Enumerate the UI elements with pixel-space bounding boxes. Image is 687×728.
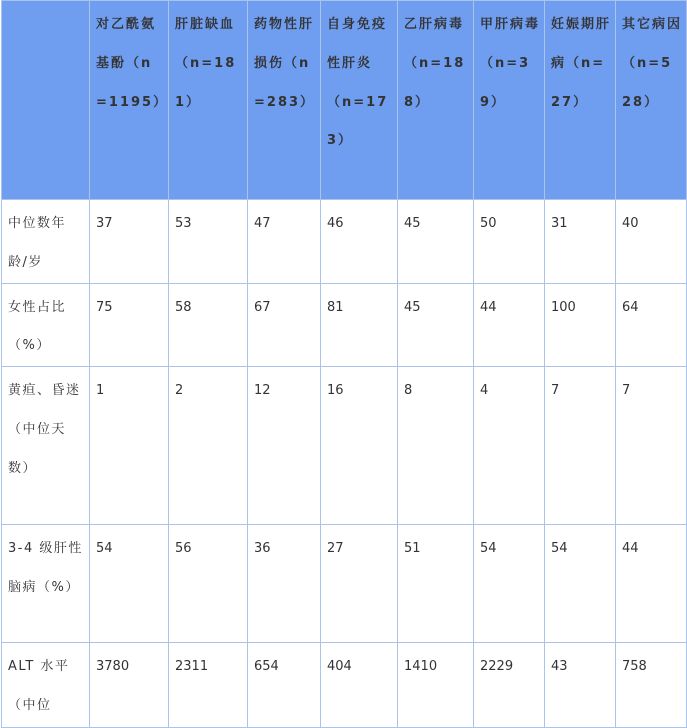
table-cell: 3780 — [90, 643, 169, 728]
table-cell: 758 — [616, 643, 687, 728]
row-label-hepatic-encephalopathy: 3-4 级肝性脑病（%） — [2, 525, 90, 643]
table-cell: 54 — [545, 525, 616, 643]
table-row-hepatic-encephalopathy — [2, 525, 687, 643]
table-cell: 1410 — [398, 643, 474, 728]
row-label-alt-level: ALT 水平（中位 — [2, 643, 90, 728]
header-other-causes: 其它病因（n=528） — [616, 1, 687, 200]
table-cell: 45 — [398, 283, 474, 367]
table-cell: 45 — [398, 200, 474, 284]
table-row-female-ratio — [2, 283, 687, 367]
table-cell: 75 — [90, 283, 169, 367]
header-row — [2, 1, 687, 200]
header-pregnancy-liver-disease: 妊娠期肝病（n=27） — [545, 1, 616, 200]
table-row-jaundice-coma — [2, 367, 687, 525]
table-cell: 404 — [321, 643, 398, 728]
table-cell: 7 — [616, 367, 687, 525]
table-cell: 40 — [616, 200, 687, 284]
table-cell: 36 — [248, 525, 321, 643]
table-cell: 100 — [545, 283, 616, 367]
table-cell: 50 — [474, 200, 545, 284]
table-cell: 58 — [169, 283, 248, 367]
row-label-female-ratio: 女性占比（%） — [2, 283, 90, 367]
row-label-median-age: 中位数年龄/岁 — [2, 200, 90, 284]
table-cell: 12 — [248, 367, 321, 525]
table-cell: 54 — [474, 525, 545, 643]
header-drug-induced-liver-injury: 药物性肝损伤（n=283） — [248, 1, 321, 200]
table-cell: 2311 — [169, 643, 248, 728]
header-corner-cell — [2, 1, 90, 200]
table-cell: 2229 — [474, 643, 545, 728]
table-cell: 4 — [474, 367, 545, 525]
table-cell: 8 — [398, 367, 474, 525]
table-cell: 2 — [169, 367, 248, 525]
header-hepatitis-b-virus: 乙肝病毒（n=188） — [398, 1, 474, 200]
table-cell: 53 — [169, 200, 248, 284]
table-cell: 44 — [474, 283, 545, 367]
table-cell: 56 — [169, 525, 248, 643]
header-liver-ischemia: 肝脏缺血（n=181） — [169, 1, 248, 200]
table-cell: 1 — [90, 367, 169, 525]
table-cell: 64 — [616, 283, 687, 367]
table-cell: 31 — [545, 200, 616, 284]
data-table — [1, 0, 687, 728]
header-autoimmune-hepatitis: 自身免疫性肝炎（n=173） — [321, 1, 398, 200]
table-cell: 81 — [321, 283, 398, 367]
header-hepatitis-a-virus: 甲肝病毒（n=39） — [474, 1, 545, 200]
table-cell: 7 — [545, 367, 616, 525]
header-acetaminophen: 对乙酰氨基酚（n=1195） — [90, 1, 169, 200]
table-row-alt-level — [2, 643, 687, 728]
table-cell: 46 — [321, 200, 398, 284]
table-cell: 16 — [321, 367, 398, 525]
table-cell: 67 — [248, 283, 321, 367]
table-cell: 51 — [398, 525, 474, 643]
table-cell: 47 — [248, 200, 321, 284]
table-row-median-age — [2, 200, 687, 284]
table-cell: 43 — [545, 643, 616, 728]
table-cell: 54 — [90, 525, 169, 643]
row-label-jaundice-coma: 黄疸、昏迷（中位天数） — [2, 367, 90, 525]
table-cell: 37 — [90, 200, 169, 284]
table-cell: 654 — [248, 643, 321, 728]
table-cell: 44 — [616, 525, 687, 643]
table-cell: 27 — [321, 525, 398, 643]
